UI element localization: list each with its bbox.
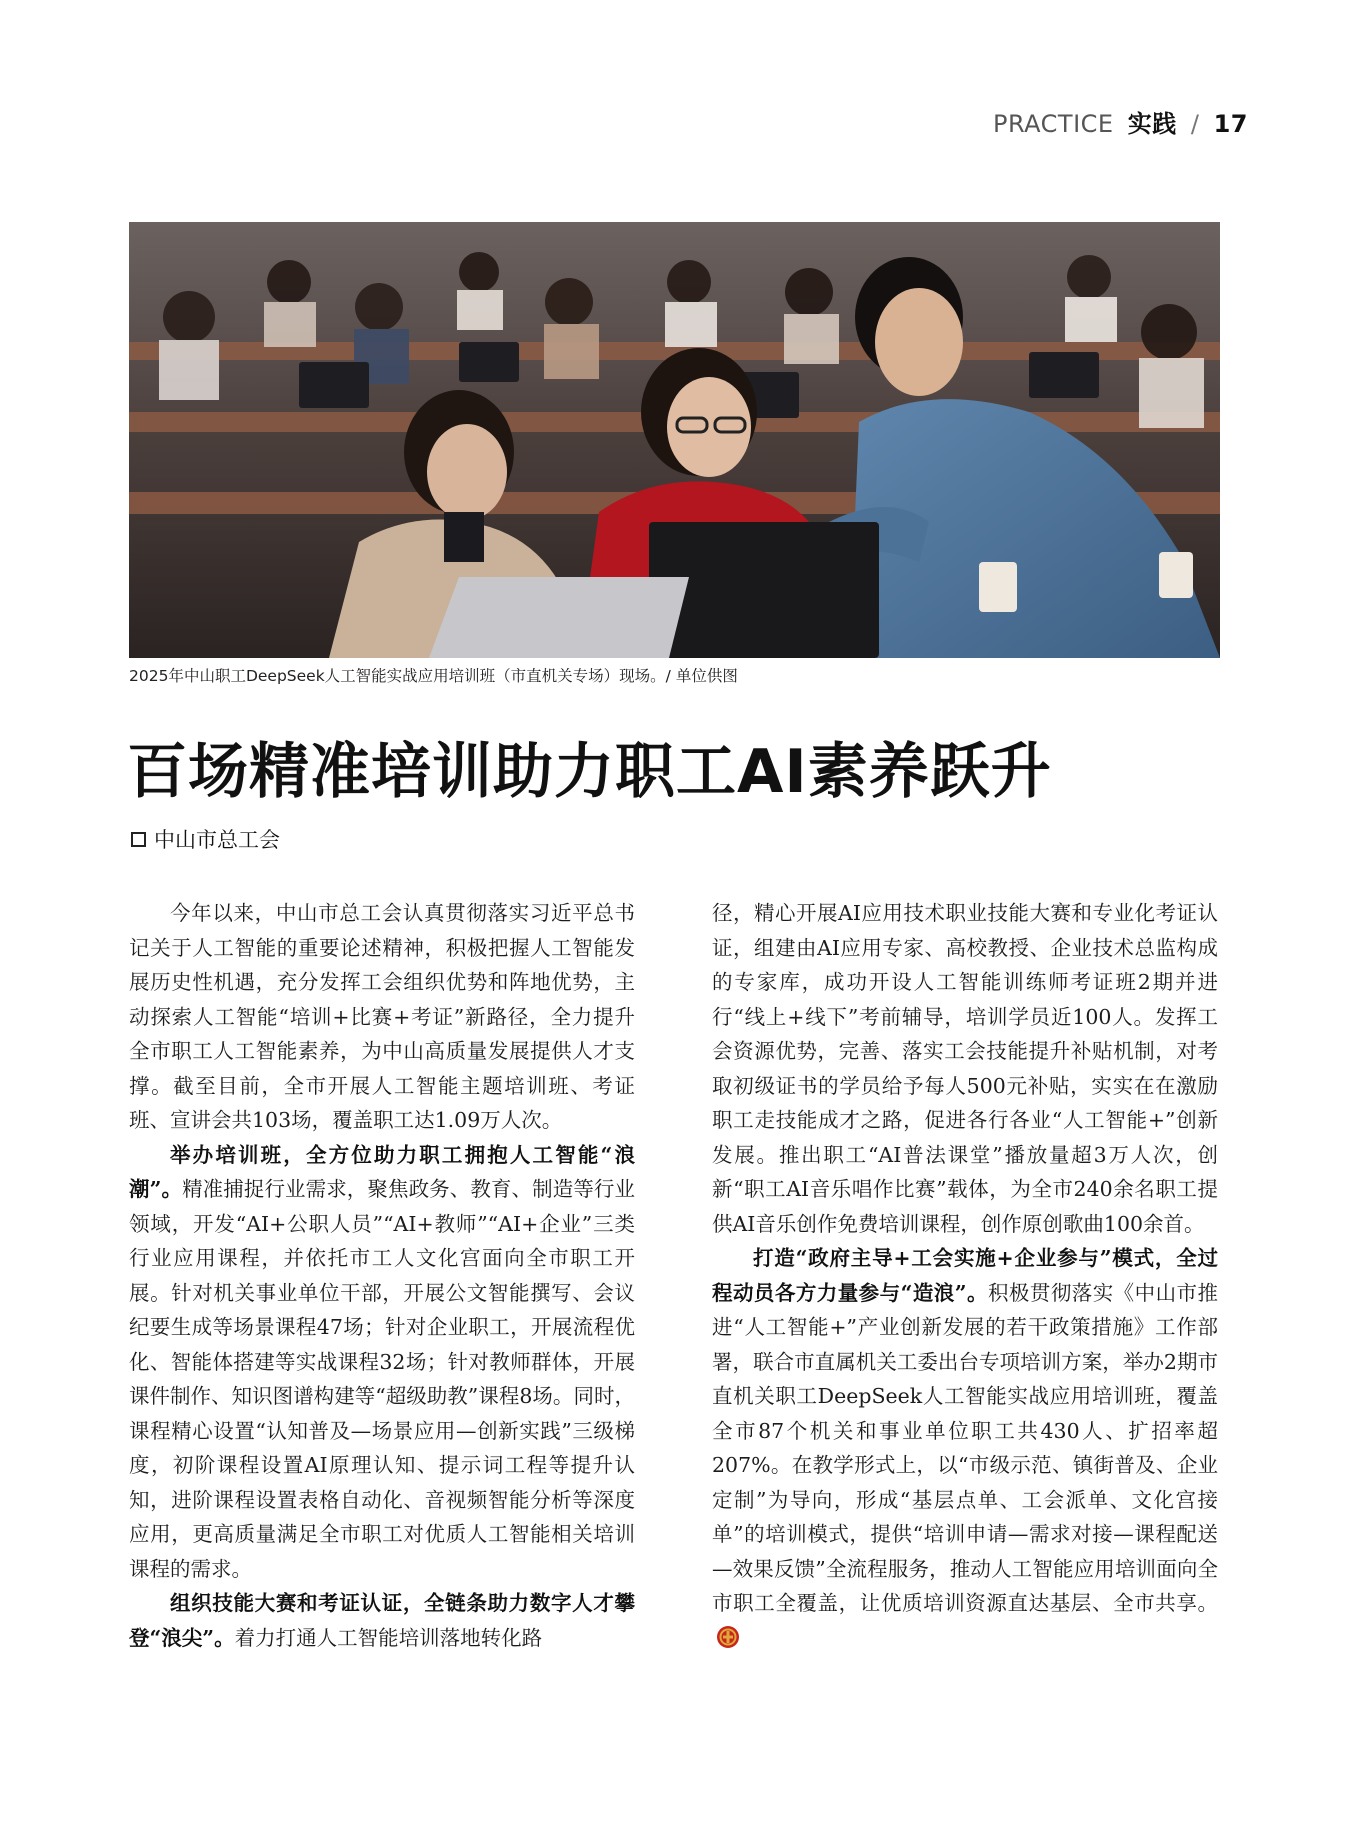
byline-box-icon	[131, 832, 146, 847]
paragraph-training	[129, 1138, 635, 1587]
union-emblem-icon	[716, 1625, 740, 1649]
paragraph-lead: 组织技能大赛和考证认证，全链条助力数字人才攀登“浪尖”。	[129, 1591, 635, 1650]
photo-caption: 2025年中山职工DeepSeek人工智能实战应用培训班（市直机关专场）现场。/ 单位供图	[129, 667, 738, 685]
running-head	[993, 104, 1248, 139]
paragraph-lead: 打造“政府主导+工会实施+企业参与”模式，全过程动员各方力量参与“造浪”。	[712, 1246, 1218, 1305]
paragraph-model	[712, 1241, 1218, 1655]
page-number: 17	[1213, 110, 1248, 138]
article-column-left	[129, 896, 635, 1655]
header-separator: /	[1190, 110, 1200, 138]
paragraph-competition-continued: 径，精心开展AI应用技术职业技能大赛和专业化考证认证，组建由AI应用专家、高校教授、企业技术总监构成的专家库，成功开设人工智能训练师考证班2期并进行“线上+线下”考前辅导，培训学员近100人。发挥工会资源优势，完善、落实工会技能提升补贴机制，对考取初级证书的学员给予每人500元补贴，实实在在激励职工走技能成才之路，促进各行各业“人工智能+”创新发展。推出职工“AI普法课堂”播放量超3万人次，创新“职工AI音乐唱作比赛”载体，为全市240余名职工提供AI音乐创作免费培训课程，创作原创歌曲100余首。	[712, 901, 1218, 1236]
byline	[131, 824, 280, 854]
paragraph-body: 精准捕捉行业需求，聚焦政务、教育、制造等行业领域，开发“AI+公职人员”“AI+教师”“AI+企业”三类行业应用课程，并依托市工人文化宫面向全市职工开展。针对机关事业单位干部，开展公文智能撰写、会议纪要生成等场景课程47场；针对企业职工，开展流程优化、智能体搭建等实战课程32场；针对教师群体，开展课件制作、知识图谱构建等“超级助教”课程8场。同时，课程精心设置“认知普及—场景应用—创新实践”三级梯度，初阶课程设置AI原理认知、提示词工程等提升认知，进阶课程设置表格自动化、音视频智能分析等深度应用，更高质量满足全市职工对优质人工智能相关培训课程的需求。	[129, 1177, 636, 1581]
article-title: 百场精准培训助力职工AI素养跃升	[127, 737, 1052, 807]
paragraph-competition	[129, 1586, 635, 1655]
paragraph-body: 着力打通人工智能培训落地转化路	[234, 1625, 543, 1650]
paragraph-intro: 今年以来，中山市总工会认真贯彻落实习近平总书记关于人工智能的重要论述精神，积极把握人工智能发展历史性机遇，充分发挥工会组织优势和阵地优势，主动探索人工智能“培训+比赛+考证”新路径，全力提升全市职工人工智能素养，为中山高质量发展提供人才支撑。截至目前，全市开展人工智能主题培训班、考证班、宣讲会共103场，覆盖职工达1.09万人次。	[129, 901, 635, 1132]
article-column-right	[712, 896, 1218, 1655]
section-label-en: PRACTICE	[992, 110, 1114, 138]
paragraph-body: 积极贯彻落实《中山市推进“人工智能+”产业创新发展的若干政策措施》工作部署，联合市直属机关工委出台专项培训方案，举办2期市直机关职工DeepSeek人工智能实战应用培训班，覆盖全市87个机关和事业单位职工共430人、扩招率超207%。在教学形式上，以“市级示范、镇街普及、企业定制”为导向，形成“基层点单、工会派单、文化宫接单”的培训模式，提供“培训申请—需求对接—课程配送—效果反馈”全流程服务，推动人工智能应用培训面向全市职工全覆盖，让优质培训资源直达基层、全市共享。	[712, 1280, 1218, 1615]
byline-author: 中山市总工会	[154, 828, 280, 852]
section-label-cn: 实践	[1127, 110, 1177, 138]
paragraph-lead: 举办培训班，全方位助力职工拥抱人工智能“浪潮”。	[129, 1142, 635, 1201]
training-session-photo	[129, 222, 1220, 658]
article-photo	[129, 222, 1220, 658]
